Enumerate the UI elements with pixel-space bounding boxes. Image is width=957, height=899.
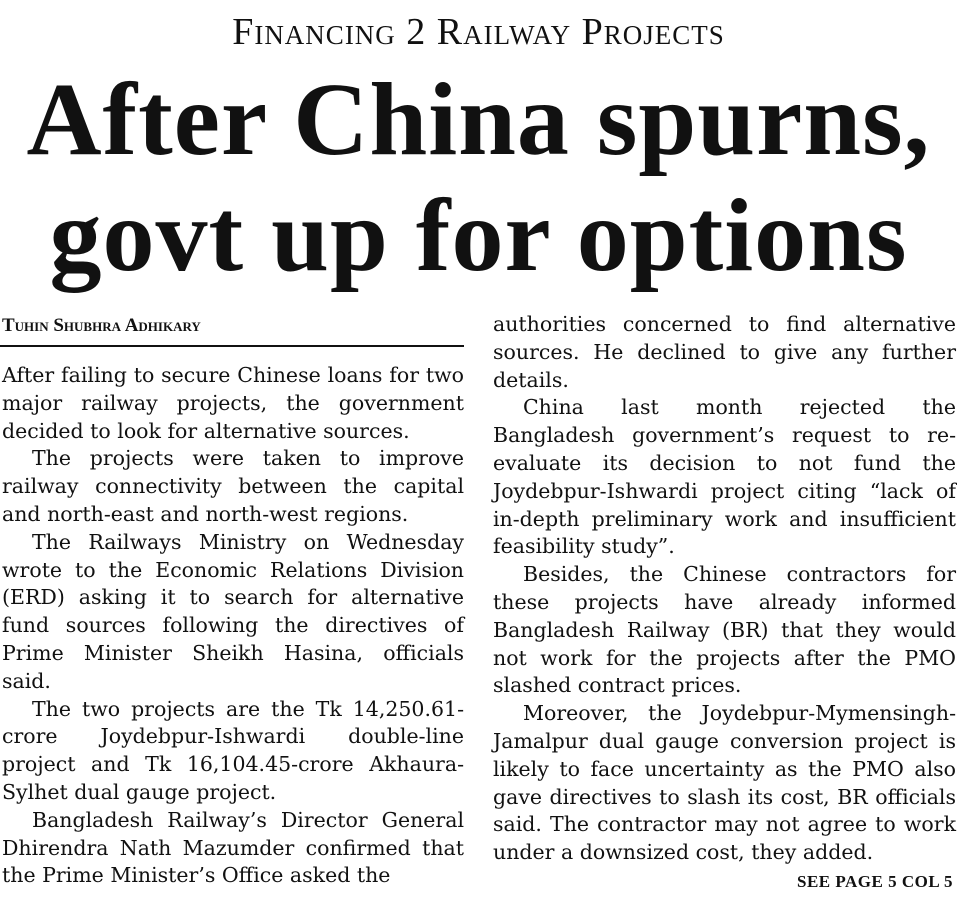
byline-rule xyxy=(0,345,464,347)
headline-line-2: govt up for options xyxy=(49,178,908,293)
byline: Tuhin Shubhra Adhikary xyxy=(2,315,201,336)
paragraph: Bangladesh Railway’s Director General Dhirendra Nath Mazumder confirmed that the Prime Minister’s Office asked the xyxy=(2,807,464,888)
headline-line-1: After China spurns, xyxy=(26,62,931,177)
paragraph: China last month rejected the Bangladesh government’s request to re-evaluate its decision to not fund the Joydebpur-Ishwardi project citing “lack of in-depth preliminary work and insufficient feasibility study”. xyxy=(493,395,956,559)
continued-jump-line: SEE PAGE 5 COL 5 xyxy=(797,872,953,891)
paragraph: After failing to secure Chinese loans for two major railway projects, the government decided to look for alternative sources. xyxy=(2,363,464,443)
paragraph: authorities concerned to find alternative sources. He declined to give any further details. xyxy=(493,312,956,392)
paragraph: Moreover, the Joydebpur-Mymensingh-Jamalpur dual gauge conversion project is likely to face uncertainty as the PMO also gave directives to slash its cost, BR officials said. The contractor may not agree to work under a downsized cost, they added. xyxy=(493,701,956,865)
headline xyxy=(0,62,957,294)
article-column-1 xyxy=(2,362,464,890)
paragraph: The projects were taken to improve railway connectivity between the capital and north-east and north-west regions. xyxy=(2,446,464,526)
article-column-2 xyxy=(493,311,956,867)
paragraph: Besides, the Chinese contractors for these projects have already informed Bangladesh Railway (BR) that they would not work for the projects after the PMO slashed contract prices. xyxy=(493,562,956,698)
kicker: Financing 2 Railway Projects xyxy=(232,11,725,53)
paragraph: The Railways Ministry on Wednesday wrote to the Economic Relations Division (ERD) asking it to search for alternative fund sources following the directives of Prime Minister Sheikh Hasina, officials said. xyxy=(2,529,464,693)
paragraph: The two projects are the Tk 14,250.61-crore Joydebpur-Ishwardi double-line project and Tk 16,104.45-crore Akhaura-Sylhet dual gauge project. xyxy=(2,696,464,804)
